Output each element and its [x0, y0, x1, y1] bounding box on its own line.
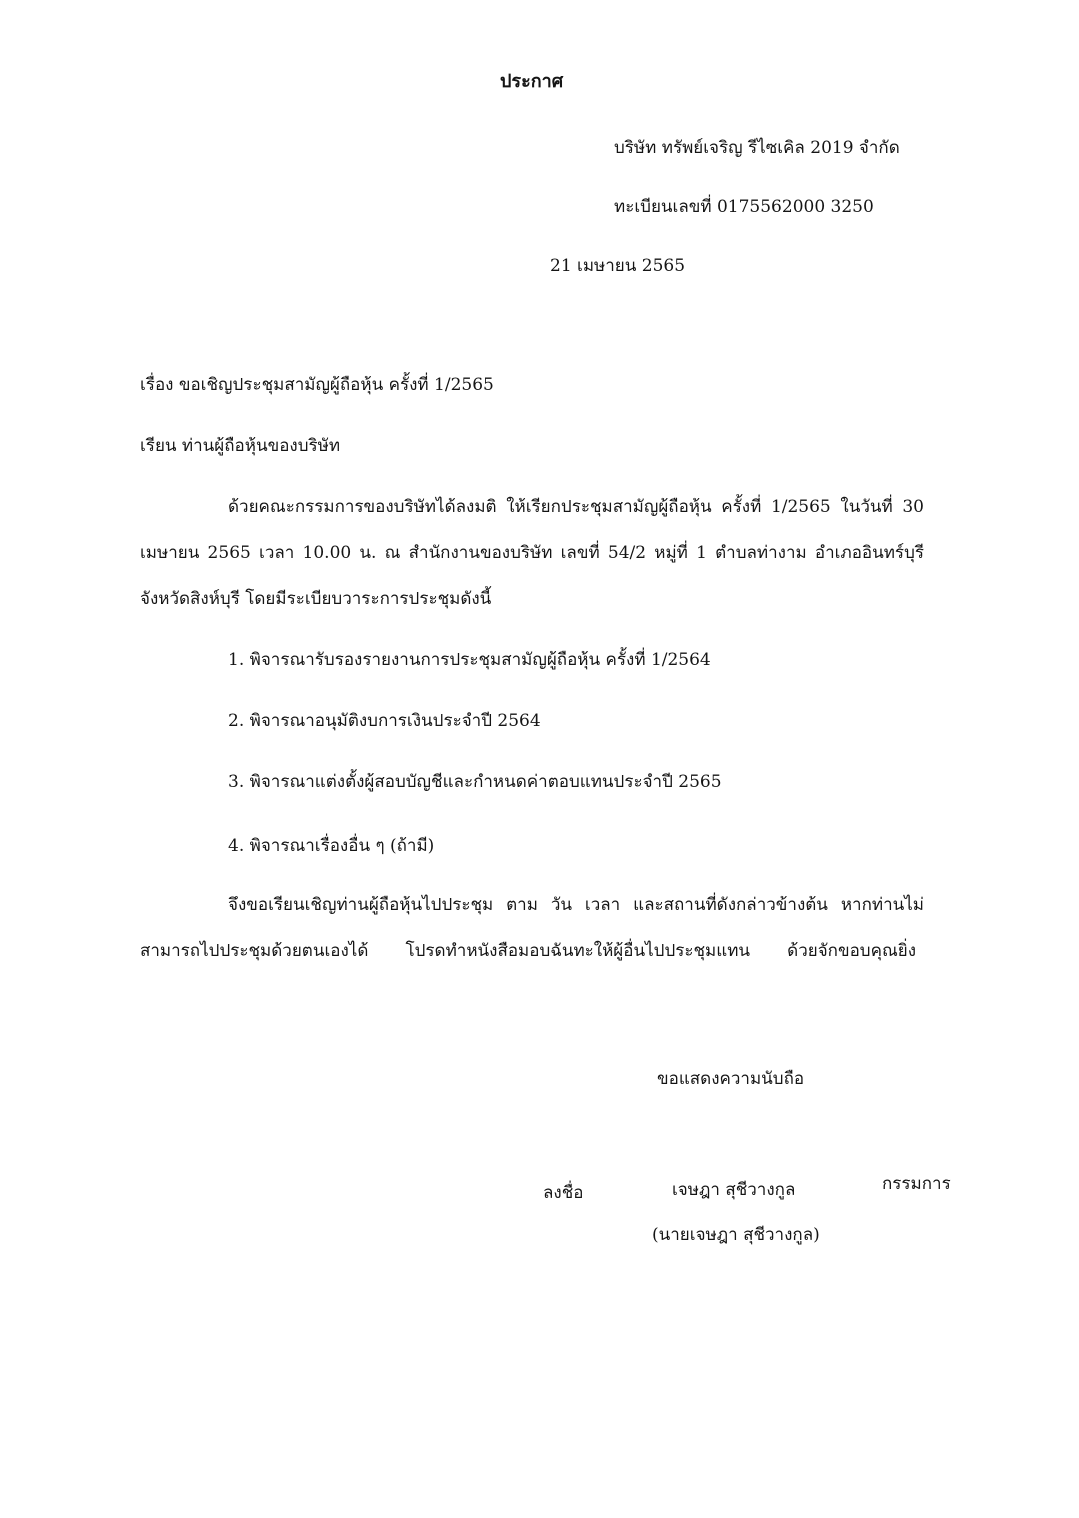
document-title: ประกาศ [500, 71, 564, 92]
agenda-item-4: 4. พิจารณาเรื่องอื่น ๆ (ถ้ามี) [228, 836, 435, 856]
signer-name: เจษฎา สุชีวางกูล [672, 1180, 796, 1200]
document-date: 21 เมษายน 2565 [550, 256, 686, 276]
closing-line: สามารถไปประชุมด้วยตนเองได้ โปรดทำหนังสือมอบฉันทะให้ผู้อื่นไปประชุมแทน ด้วยจักขอบคุณยิ่ง [140, 941, 916, 961]
agenda-item-3: 3. พิจารณาแต่งตั้งผู้สอบบัญชีและกำหนดค่าตอบแทนประจำปี 2565 [228, 772, 722, 792]
recipient-line: เรียน ท่านผู้ถือหุ้นของบริษัท [140, 436, 341, 456]
signer-position: กรรมการ [882, 1174, 951, 1194]
company-name: บริษัท ทรัพย์เจริญ รีไซเคิล 2019 จำกัด [614, 138, 900, 158]
body-line: ด้วยคณะกรรมการของบริษัทได้ลงมติ ให้เรียกประชุมสามัญผู้ถือหุ้น ครั้งที่ 1/2565 ในวันที่ 30 [228, 497, 924, 517]
regards-line: ขอแสดงความนับถือ [657, 1069, 805, 1089]
body-line: เมษายน 2565 เวลา 10.00 น. ณ สำนักงานของบริษัท เลขที่ 54/2 หมู่ที่ 1 ตำบลท่างาม อำเภออินทร์บุรี [140, 543, 924, 563]
subject-line: เรื่อง ขอเชิญประชุมสามัญผู้ถือหุ้น ครั้งที่ 1/2565 [140, 375, 494, 395]
signature-label: ลงชื่อ [543, 1183, 584, 1203]
signer-full-name: (นายเจษฎา สุชีวางกูล) [652, 1225, 820, 1245]
closing-line: จึงขอเรียนเชิญท่านผู้ถือหุ้นไปประชุม ตาม วัน เวลา และสถานที่ดังกล่าวข้างต้น หากท่านไม่ [228, 895, 924, 915]
agenda-item-2: 2. พิจารณาอนุมัติงบการเงินประจำปี 2564 [228, 711, 541, 731]
agenda-item-1: 1. พิจารณารับรองรายงานการประชุมสามัญผู้ถือหุ้น ครั้งที่ 1/2564 [228, 650, 711, 670]
registration-number: ทะเบียนเลขที่ 0175562000 3250 [614, 197, 874, 217]
body-line: จังหวัดสิงห์บุรี โดยมีระเบียบวาระการประชุมดังนี้ [140, 589, 492, 609]
